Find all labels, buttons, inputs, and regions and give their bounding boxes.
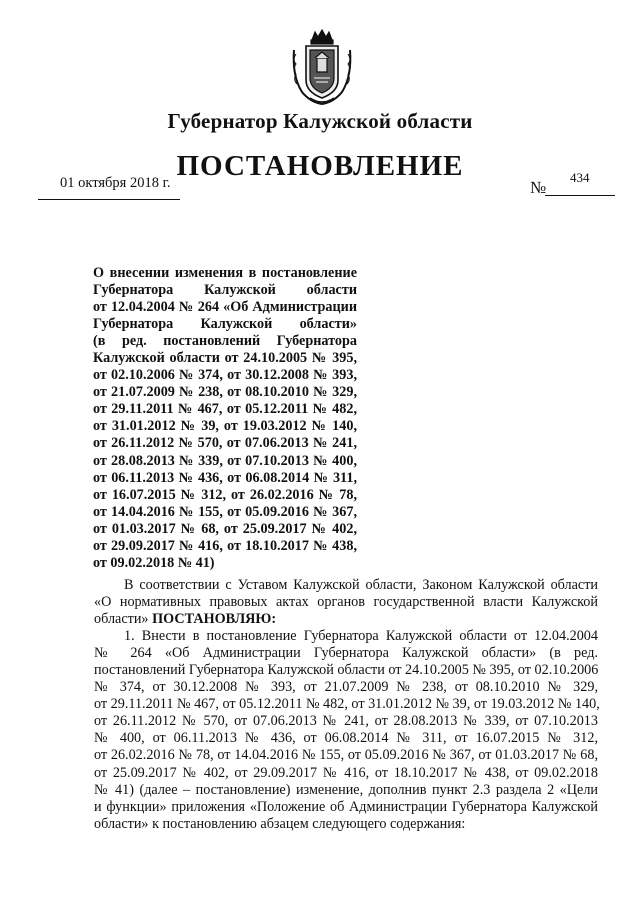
subject-line: от 16.07.2015 № 312, от 26.02.2016 № 78,: [93, 486, 357, 503]
subject-line: от 09.02.2018 № 41): [93, 554, 215, 571]
subject-line: Губернатора Калужской области»: [93, 316, 357, 333]
item1-line: области» к постановлению абзацем следующего содержания:: [94, 815, 466, 832]
item1-line: от 26.11.2012 № 570, от 07.06.2013 № 241, от 28.08.2013 № 339, от 07.10.2013: [94, 713, 598, 730]
document-type-title: ПОСТАНОВЛЕНИЕ: [176, 150, 464, 182]
subject-line: от 29.09.2017 № 416, от 18.10.2017 № 438,: [93, 537, 357, 554]
item1-line: от 25.09.2017 № 402, от 29.09.2017 № 416, от 18.10.2017 № 438, от 09.02.2018: [94, 764, 598, 781]
subject-line: Калужской области от 24.10.2005 № 395,: [93, 350, 357, 367]
item1-line: № 374, от 30.12.2008 № 393, от 21.07.2009 № 238, от 08.10.2010 № 329,: [94, 679, 598, 696]
number-label: №: [530, 178, 547, 197]
preamble-line: [94, 611, 598, 628]
item1-line: постановлений Губернатора Калужской области от 24.10.2005 № 395, от 02.10.2006: [94, 662, 599, 679]
subject-line: от 01.03.2017 № 68, от 25.09.2017 № 402,: [93, 520, 357, 537]
preamble-line: В соответствии с Уставом Калужской области, Законом Калужской области: [124, 577, 598, 593]
subject-line: от 21.07.2009 № 238, от 08.10.2010 № 329,: [93, 384, 357, 401]
item1-line: и функции» приложения «Положение об Администрации Губернатора Калужской: [94, 798, 598, 815]
subject-line: от 29.11.2011 № 467, от 05.12.2011 № 482,: [93, 401, 357, 418]
subject-line: от 12.04.2004 № 264 «Об Администрации: [93, 299, 357, 316]
document-date: 01 октября 2018 г.: [60, 175, 171, 191]
subject-line: (в ред. постановлений Губернатора: [93, 333, 357, 350]
subject-line: от 06.11.2013 № 436, от 06.08.2014 № 311,: [93, 469, 357, 486]
subject-line: от 02.10.2006 № 374, от 30.12.2008 № 393,: [93, 367, 357, 384]
item1-line: от 26.02.2016 № 78, от 14.04.2016 № 155, от 05.09.2016 № 367, от 01.03.2017 № 68,: [94, 747, 598, 764]
item1-line: № 41) (далее – постановление) изменение, дополнив пункт 2.3 раздела 2 «Цели: [94, 781, 598, 798]
subject-line: от 28.08.2013 № 339, от 07.10.2013 № 400,: [93, 452, 357, 469]
subject-line: Губернатора Калужской области: [93, 282, 357, 299]
subject-line: от 14.04.2016 № 155, от 05.09.2016 № 367,: [93, 503, 357, 520]
item1-line: № 264 «Об Администрации Губернатора Калужской области» (в ред.: [94, 645, 598, 662]
subject-line: от 26.11.2012 № 570, от 07.06.2013 № 241,: [93, 435, 357, 452]
coat-of-arms-icon: [290, 28, 354, 108]
document-subject: [93, 265, 357, 572]
item1-line: 1. Внести в постановление Губернатора Калужской области от 12.04.2004: [124, 628, 598, 645]
preamble-text: области»: [94, 611, 149, 628]
date-underline: [38, 199, 180, 200]
item1-line: № 400, от 06.11.2013 № 436, от 06.08.2014 № 311, от 16.07.2015 № 312,: [94, 730, 598, 747]
decree-word: ПОСТАНОВЛЯЮ:: [152, 611, 277, 628]
document-number: 434: [570, 170, 590, 185]
item1-line: от 29.11.2011 № 467, от 05.12.2011 № 482, от 31.01.2012 № 39, от 19.03.2012 № 140,: [94, 696, 600, 713]
subject-line: от 31.01.2012 № 39, от 19.03.2012 № 140,: [93, 418, 357, 435]
number-underline: [545, 195, 615, 196]
preamble-line: «О нормативных правовых актах органов государственной власти Калужской: [94, 594, 598, 611]
document-body: [94, 577, 598, 833]
subject-line: О внесении изменения в постановление: [93, 265, 357, 281]
issuer-title: Губернатор Калужской области: [167, 109, 473, 133]
